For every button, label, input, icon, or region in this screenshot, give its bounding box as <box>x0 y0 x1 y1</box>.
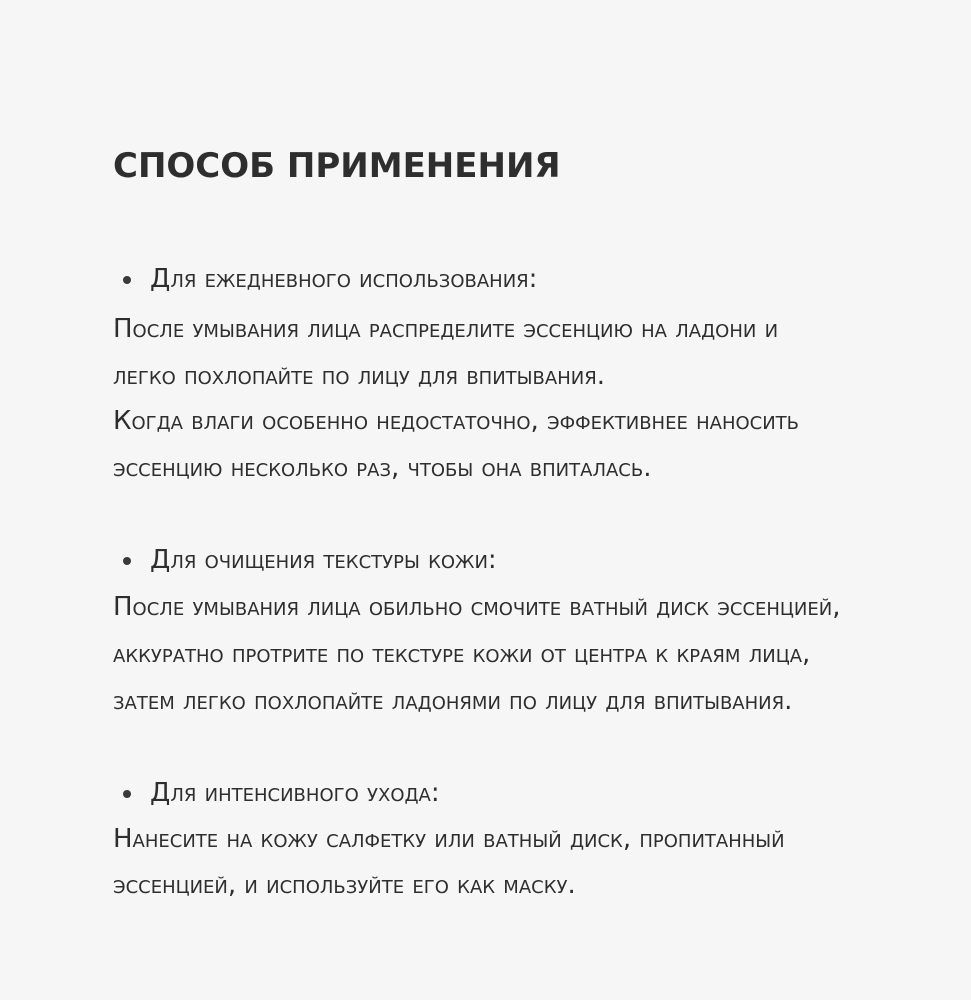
section-heading-text: Для ежедневного использования: <box>150 264 538 294</box>
instruction-line: После умывания лица распределите эссенцию на ладони и <box>113 314 779 344</box>
instruction-line: Нанесите на кожу салфетку или ватный диск, пропитанный <box>113 824 785 854</box>
instruction-line: затем легко похлопайте ладонями по лицу для впитывания. <box>113 686 793 716</box>
section-heading <box>0 778 971 808</box>
page-title: СПОСОБ ПРИМЕНЕНИЯ <box>113 146 561 186</box>
instruction-line: Когда влаги особенно недостаточно, эффективнее наносить <box>113 406 800 436</box>
section-heading-text: Для интенсивного ухода: <box>150 778 440 808</box>
bullet-icon <box>123 276 131 284</box>
instruction-line: эссенцию несколько раз, чтобы она впиталась. <box>113 453 652 483</box>
section-heading-text: Для очищения текстуры кожи: <box>150 545 497 575</box>
instruction-line: аккуратно протрите по текстуре кожи от центра к краям лица, <box>113 639 811 669</box>
section-heading <box>0 545 971 575</box>
bullet-icon <box>123 557 131 565</box>
instruction-line: После умывания лица обильно смочите ватный диск эссенцией, <box>113 592 841 622</box>
instruction-line: эссенцией, и используйте его как маску. <box>113 870 576 900</box>
instruction-line: легко похлопайте по лицу для впитывания. <box>113 361 605 391</box>
bullet-icon <box>123 790 131 798</box>
section-heading <box>0 264 971 294</box>
